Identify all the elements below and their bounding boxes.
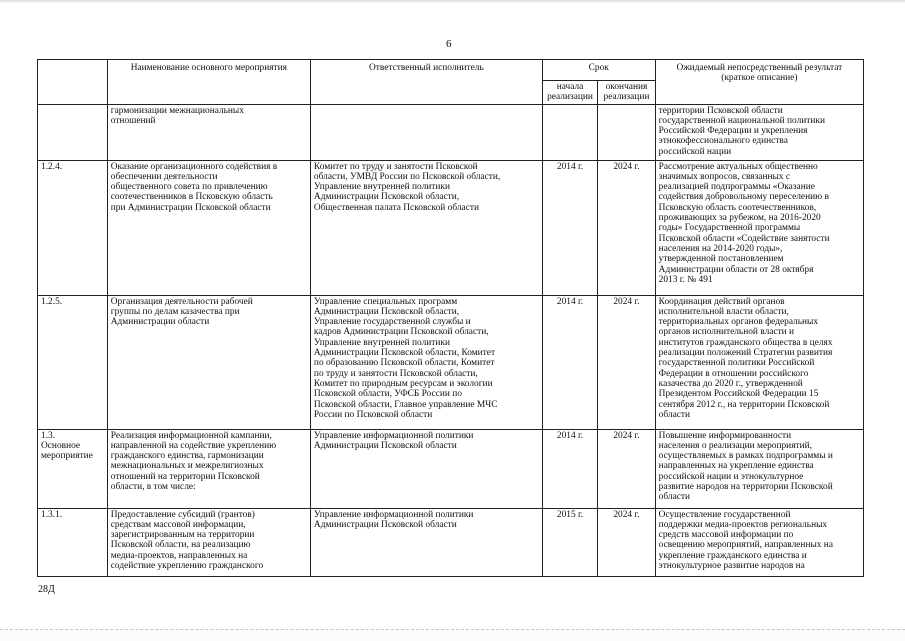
scan-edge-top xyxy=(0,0,905,3)
row-end: 2024 г. xyxy=(598,508,655,576)
row-end: 2024 г. xyxy=(598,429,655,508)
row-num: 1.3. Основное мероприятие xyxy=(38,429,108,508)
table-row xyxy=(38,429,864,508)
row-start: 2014 г. xyxy=(542,295,597,429)
header-row xyxy=(38,60,864,81)
row-result: Осуществление государственной поддержки медиа-проектов региональных средств массовой информации по освещению мероприятий, направленных на укрепление гражданского единства и этнокультурное развитие народов на xyxy=(655,508,863,576)
table-row xyxy=(38,508,864,576)
row-executor: Управление специальных программ Администрации Псковской области, Управление государственной службы и кадров Администрации Псковской области, Управление внутренней политики Администрации Псковской области, Комитет по образованию Псковской области, Комитет по труду и занятости Псковской области, Комитет по природным ресурсам и экологии Псковской области, УФСБ России по Псковской области, Главное управление МЧС России по Псковской области xyxy=(310,295,542,429)
table-row xyxy=(38,295,864,429)
scan-edge-bottom xyxy=(0,629,905,641)
row-num: 1.2.5. xyxy=(38,295,108,429)
row-result: Повышение информированности населения о реализации мероприятий, осуществляемых в рамках подпрограммы и направленных на укрепление единства российской нации и этнокультурное развитие народов на территории Псковской области xyxy=(655,429,863,508)
row-num: 1.3.1. xyxy=(38,508,108,576)
row-executor: Управление информационной политики Администрации Псковской области xyxy=(310,429,542,508)
header-end: окончания реализации xyxy=(598,81,655,105)
row-name: Предоставление субсидий (грантов) средствам массовой информации, зарегистрированным на территории Псковской области, на реализацию медиа-проектов, направленных на содействие укреплению гражданского xyxy=(107,508,310,576)
measures-table xyxy=(37,59,864,577)
header-executor: Ответственный исполнитель xyxy=(310,60,542,105)
row-start xyxy=(542,104,597,160)
row-end: 2024 г. xyxy=(598,295,655,429)
header-num xyxy=(38,60,108,105)
footer-code: 28Д xyxy=(38,584,55,595)
page-number: 6 xyxy=(446,38,452,50)
row-end xyxy=(598,104,655,160)
row-executor: Управление информационной политики Администрации Псковской области xyxy=(310,508,542,576)
row-num xyxy=(38,104,108,160)
header-name: Наименование основного мероприятия xyxy=(107,60,310,105)
table-row xyxy=(38,160,864,295)
row-name: Оказание организационного содействия в обеспечении деятельности общественного совета по привлечению соотечественников в Псковскую область при Администрации Псковской области xyxy=(107,160,310,295)
row-result: Рассмотрение актуальных общественно значимых вопросов, связанных с реализацией подпрограммы «Оказание содействия добровольному переселению в Псковскую область соотечественников, проживающих за рубежом, на 2016-2020 годы» Государственной программы Псковской области «Содействие занятости населения на 2014-2020 годы», утвержденной постановлением Администрации области от 28 октября 2013 г. № 491 xyxy=(655,160,863,295)
header-term: Срок xyxy=(542,60,655,81)
row-start: 2015 г. xyxy=(542,508,597,576)
header-result: Ожидаемый непосредственный результат (краткое описание) xyxy=(655,60,863,105)
row-result: Координация действий органов исполнительной власти области, территориальных органов федеральных органов исполнительной власти и институтов гражданского общества в целях реализации положений Стратегии развития государственной политики Российской Федерации в отношении российского казачества до 2020 г., утвержденной Президентом Российской Федерации 15 сентября 2012 г., на территории Псковской области xyxy=(655,295,863,429)
row-executor: Комитет по труду и занятости Псковской области, УМВД России по Псковской области, Управление внутренней политики Администрации Псковской области, Общественная палата Псковской области xyxy=(310,160,542,295)
row-num: 1.2.4. xyxy=(38,160,108,295)
row-start: 2014 г. xyxy=(542,160,597,295)
row-end: 2024 г. xyxy=(598,160,655,295)
row-name: Реализация информационной кампании, направленной на содействие укреплению гражданского единства, гармонизации межнациональных и межрелигиозных отношений на территории Псковской области, в том числе: xyxy=(107,429,310,508)
row-result: территории Псковской области государственной национальной политики Российской Федерации и укрепления этнокофессионального единства российской нации xyxy=(655,104,863,160)
row-start: 2014 г. xyxy=(542,429,597,508)
row-executor xyxy=(310,104,542,160)
row-name: Организация деятельности рабочей группы по делам казачества при Администрации области xyxy=(107,295,310,429)
row-name: гармонизации межнациональных отношений xyxy=(107,104,310,160)
header-start: начала реализации xyxy=(542,81,597,105)
table-row xyxy=(38,104,864,160)
